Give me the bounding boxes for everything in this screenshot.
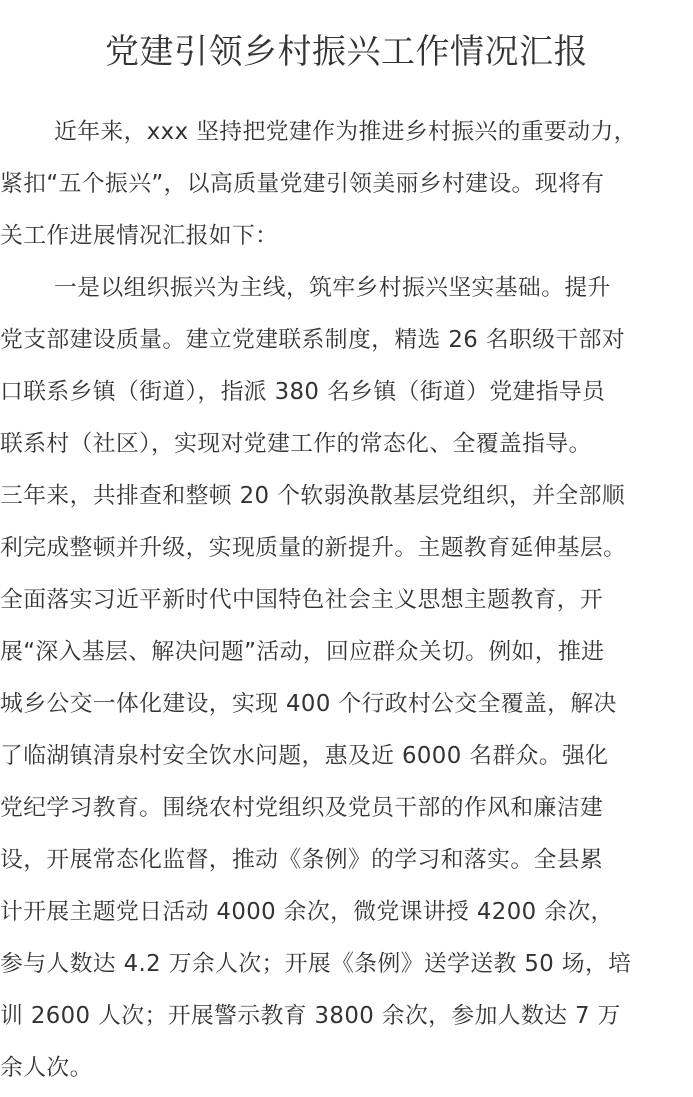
paragraph-line: 利完成整顿并升级，实现质量的新提升。主题教育延伸基层。 [0,535,627,561]
paragraph-line: 紧扣“五个振兴”，以高质量党建引领美丽乡村建设。现将有 [0,171,605,197]
paragraph-line: 关工作进展情况汇报如下： [0,223,279,249]
paragraph-line: 近年来，xxx 坚持把党建作为推进乡村振兴的重要动力， [54,119,637,145]
paragraph-line: 设，开展常态化监督，推动《条例》的学习和落实。全县累 [0,847,604,873]
document-body [0,106,693,1094]
paragraph-line: 党支部建设质量。建立党建联系制度，精选 26 名职级干部对 [0,327,626,353]
paragraph-line: 训 2600 人次；开展警示教育 3800 余次，参加人数达 7 万 [0,1003,621,1029]
paragraph-line: 全面落实习近平新时代中国特色社会主义思想主题教育，开 [0,587,604,613]
paragraph-line: 余人次。 [0,1055,93,1081]
document-title: 党建引领乡村振兴工作情况汇报 [105,32,588,72]
paragraph-line: 展“深入基层、解决问题”活动，回应群众关切。例如，推进 [0,639,605,665]
paragraph-line: 参与人数达 4.2 万余人次；开展《条例》送学送教 50 场，培 [0,951,632,977]
paragraph-line: 城乡公交一体化建设，实现 400 个行政村公交全覆盖，解决 [0,691,617,717]
paragraph-line: 了临湖镇清泉村安全饮水问题，惠及近 6000 名群众。强化 [0,743,609,769]
paragraph-line: 一是以组织振兴为主线，筑牢乡村振兴坚实基础。提升 [54,275,611,301]
paragraph-line: 联系村（社区），实现对党建工作的常态化、全覆盖指导。 [0,431,592,457]
paragraph-line: 计开展主题党日活动 4000 余次，微党课讲授 4200 余次， [0,899,614,925]
paragraph-line: 口联系乡镇（街道），指派 380 名乡镇（街道）党建指导员 [0,379,606,405]
paragraph-line: 党纪学习教育。围绕农村党组织及党员干部的作风和廉洁建 [0,795,604,821]
paragraph-line: 三年来，共排查和整顿 20 个软弱涣散基层党组织，并全部顺 [0,483,626,509]
